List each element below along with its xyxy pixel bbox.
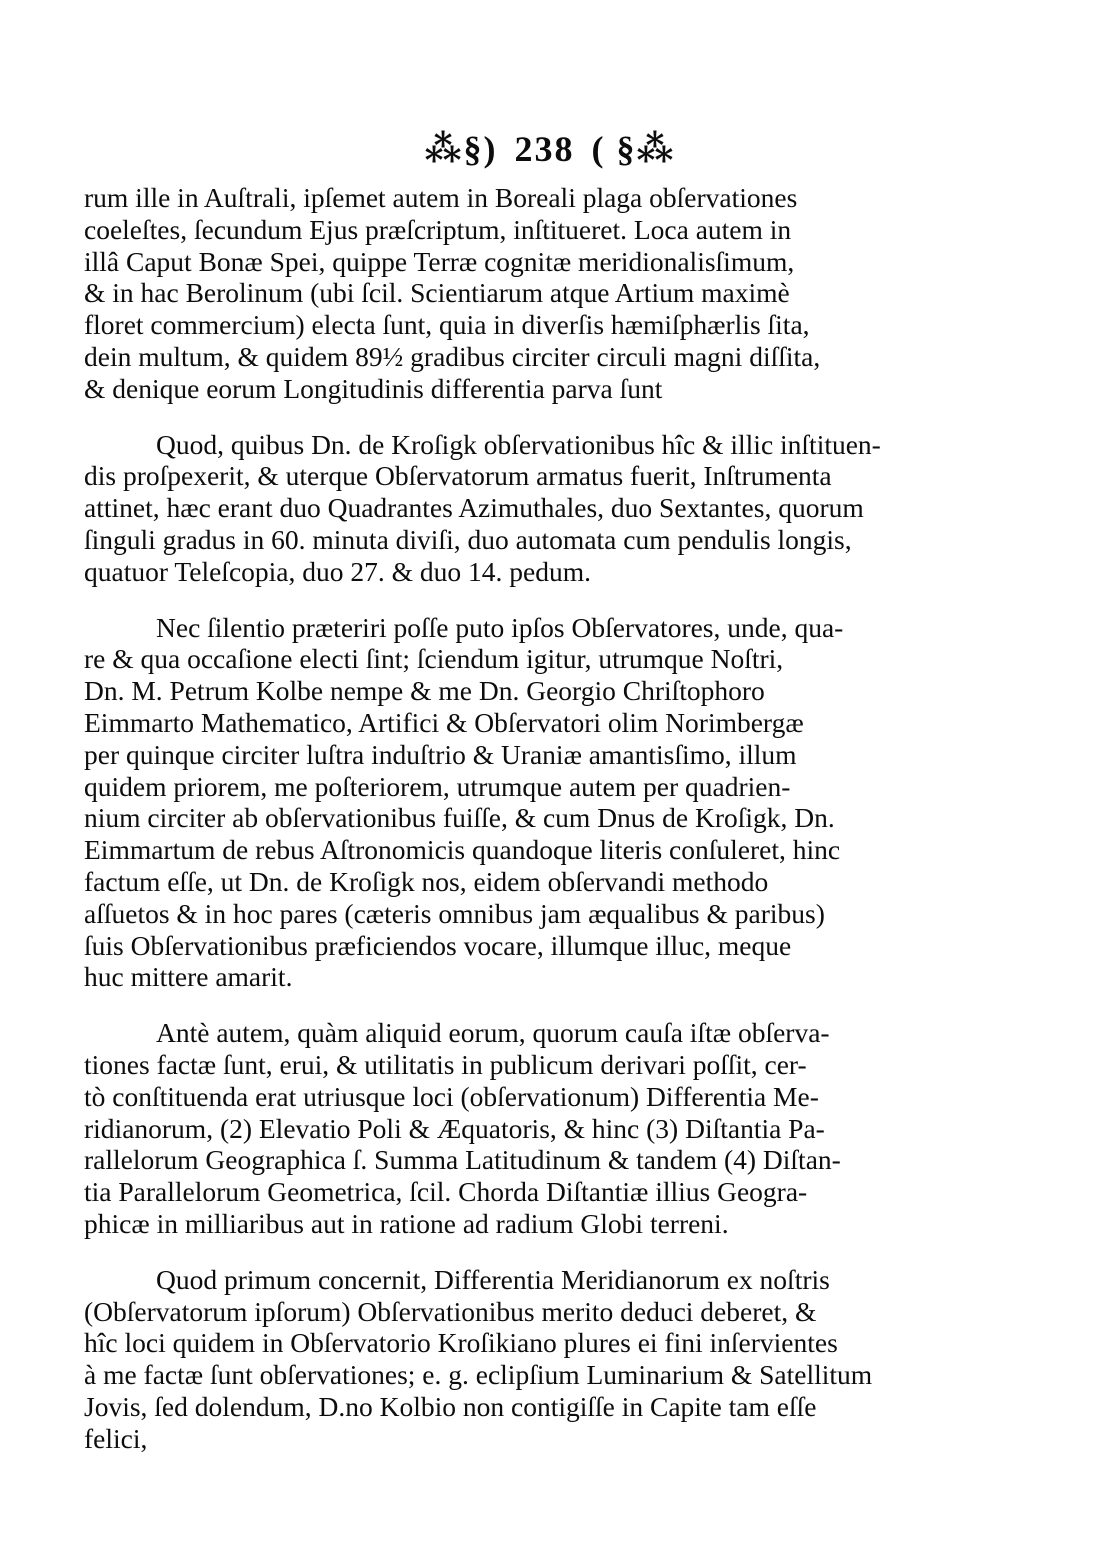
right-ornament: ( §⁂ <box>591 129 676 169</box>
text-line: per quinque circiter luſtra induſtrio & Uraniæ amantisſimo, illum <box>84 738 797 770</box>
catchword: felici, <box>84 1422 148 1454</box>
paragraph <box>84 182 1012 405</box>
text-line: Antè autem, quàm aliquid eorum, quorum cauſa iſtæ obſerva- <box>156 1017 830 1049</box>
body-text <box>84 182 1012 1478</box>
text-line: tia Parallelorum Geometrica, ſcil. Chorda Diſtantiæ illius Geogra- <box>84 1176 808 1208</box>
page-header <box>0 128 1100 170</box>
page-number: 238 <box>514 129 575 169</box>
text-line: ſinguli gradus in 60. minuta diviſi, duo automata cum pendulis longis, <box>84 523 852 555</box>
text-line: attinet, hæc erant duo Quadrantes Azimuthales, duo Sextantes, quorum <box>84 492 864 524</box>
text-line: hîc loci quidem in Obſervatorio Kroſikiano plures ei fini inſervientes <box>84 1327 838 1359</box>
text-line: quatuor Teleſcopia, duo 27. & duo 14. pedum. <box>84 555 591 587</box>
paragraph <box>84 1264 1012 1455</box>
left-ornament: ⁂§) <box>424 129 498 169</box>
text-line: Eimmarto Mathematico, Artifici & Obſervatori olim Norimbergæ <box>84 706 804 738</box>
text-line: coeleſtes, ſecundum Ejus præſcriptum, inſtitueret. Loca autem in <box>84 213 792 245</box>
text-line: huc mittere amarit. <box>84 961 293 993</box>
paragraph <box>84 1017 1012 1240</box>
paragraph <box>84 429 1012 588</box>
text-line: phicæ in milliaribus aut in ratione ad radium Globi terreni. <box>84 1207 729 1239</box>
text-line: ridianorum, (2) Elevatio Poli & Æquatoris, & hinc (3) Diſtantia Pa- <box>84 1112 825 1144</box>
text-line: ſuis Obſervationibus præficiendos vocare, illumque illuc, meque <box>84 929 792 961</box>
text-line: nium circiter ab obſervationibus fuiſſe, & cum Dnus de Kroſigk, Dn. <box>84 802 835 834</box>
text-line: & denique eorum Longitudinis differentia parva ſunt <box>84 372 663 404</box>
paragraph <box>84 612 1012 994</box>
text-line: (Obſervatorum ipſorum) Obſervationibus merito deduci deberet, & <box>84 1295 817 1327</box>
text-line: illâ Caput Bonæ Spei, quippe Terræ cognitæ meridionalisſimum, <box>84 245 795 277</box>
text-line: Quod primum concernit, Differentia Meridianorum ex noſtris <box>156 1263 830 1295</box>
text-line: dein multum, & quidem 89½ gradibus circiter circuli magni diſſita, <box>84 340 821 372</box>
text-line: dis proſpexerit, & uterque Obſervatorum armatus fuerit, Inſtrumenta <box>84 460 832 492</box>
text-line: quidem priorem, me poſteriorem, utrumque autem per quadrien- <box>84 770 791 802</box>
text-line: Nec ſilentio præteriri poſſe puto ipſos Obſervatores, unde, qua- <box>156 611 844 643</box>
text-line: tiones factæ ſunt, erui, & utilitatis in publicum derivari poſſit, cer- <box>84 1048 807 1080</box>
text-line: aſſuetos & in hoc pares (cæteris omnibus jam æqualibus & paribus) <box>84 897 825 929</box>
text-line: floret commercium) electa ſunt, quia in diverſis hæmiſphærlis ſita, <box>84 309 810 341</box>
text-line: rallelorum Geographica ſ. Summa Latitudinum & tandem (4) Diſtan- <box>84 1144 841 1176</box>
text-line: Dn. M. Petrum Kolbe nempe & me Dn. Georgio Chriſtophoro <box>84 675 765 707</box>
text-line: & in hac Berolinum (ubi ſcil. Scientiarum atque Artium maximè <box>84 277 790 309</box>
text-line: factum eſſe, ut Dn. de Kroſigk nos, eidem obſervandi methodo <box>84 865 769 897</box>
text-line: Eimmartum de rebus Aſtronomicis quandoque literis conſuleret, hinc <box>84 834 841 866</box>
text-line: Jovis, ſed dolendum, D.no Kolbio non contigiſſe in Capite tam eſſe <box>84 1390 817 1422</box>
text-line: tò conſtituenda erat utriusque loci (obſervationum) Differentia Me- <box>84 1080 819 1112</box>
text-line: Quod, quibus Dn. de Kroſigk obſervationibus hîc & illic inſtituen- <box>156 428 881 460</box>
text-line: rum ille in Auſtrali, ipſemet autem in Boreali plaga obſervationes <box>84 182 798 213</box>
text-line: re & qua occaſione electi ſint; ſciendum igitur, utrumque Noſtri, <box>84 643 784 675</box>
text-line: à me factæ ſunt obſervationes; e. g. eclipſium Luminarium & Satellitum <box>84 1359 873 1391</box>
